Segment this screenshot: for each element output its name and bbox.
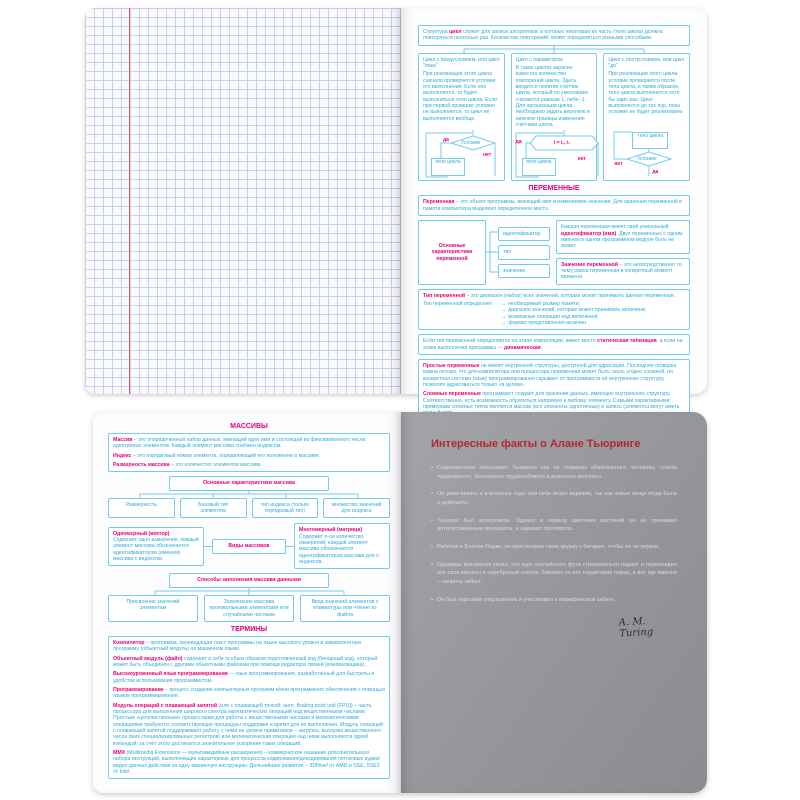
terms-header: ТЕРМИНЫ	[230, 625, 268, 633]
turing-facts-page	[401, 412, 707, 793]
loop-description: В таких циклах заранее известно количество повторений цикла. Здесь вводится понятие счётчик цикла, который по умолчанию считается равным 1, либо -1. Для организации цикла необходимо задать верхнюю и нижнюю границы изменения счётчика цикла.	[515, 65, 590, 129]
turing-signature: A. M. Turing	[618, 616, 654, 640]
connector-line	[286, 546, 294, 547]
loop-body-box: тело цикла	[632, 132, 668, 149]
yes-label: да	[515, 139, 522, 146]
typing-text: .	[540, 344, 543, 351]
characteristic-item: множество значений для индекса	[323, 498, 390, 519]
term: Многомерный (матрица)	[299, 527, 363, 534]
loop-title: Цикл с постусловием, или цикл "до"	[608, 56, 685, 70]
fact-text: Современники описывают Тьюринга как не слишком обаятельного человека, слегка чудаковатого, бесконечно трудолюбивого и довольно желчного.	[436, 465, 677, 480]
fact-text: Он был хорошим спортсменом и участвовал в марафонском забеге.	[436, 596, 616, 603]
term: Одномерный (вектор)	[113, 530, 170, 537]
condition-label: Условие	[637, 156, 657, 163]
term: Массив	[113, 437, 133, 443]
arrow-icon: →	[501, 307, 507, 314]
simple-variables-paragraph	[423, 363, 685, 388]
term-definition: — язык программирования, разработанный для быстроты и удобства использования программистом.	[113, 671, 375, 684]
bullet-text: возможные операции над величиной;	[508, 313, 599, 320]
terms-box	[108, 636, 390, 780]
intro-keyword: цикл	[449, 29, 462, 35]
connector-line	[204, 546, 212, 547]
while-loop-flowchart	[421, 130, 505, 178]
cycles-variables-page	[401, 8, 707, 411]
loop-body-box: тело цикла	[522, 158, 556, 176]
no-label: нет	[483, 152, 492, 159]
bullet-icon: •	[431, 517, 433, 524]
term-definition: Содержит одно измерение, каждый элемент массива обозначается идентификатором (именем) массива с индексом.	[113, 536, 199, 562]
turing-fact	[431, 490, 677, 507]
arrow-icon: →	[501, 300, 507, 307]
array-characteristics-diagram	[108, 476, 390, 518]
note-keyword: идентификатор (имя)	[561, 230, 617, 237]
term: Тип переменной	[423, 292, 466, 299]
bullet-icon: •	[431, 596, 433, 603]
variable-characteristics-diagram	[418, 220, 690, 284]
characteristic-notes	[556, 220, 690, 284]
turing-fact	[431, 561, 677, 587]
fan-connector	[108, 491, 390, 498]
typing-text: Если тип переменной определяется на этапе компиляции, имеет место	[423, 338, 598, 345]
characteristic-item: Размерность	[108, 498, 175, 519]
characteristic-item: Базовый тип элементов	[180, 498, 247, 519]
for-loop-column	[511, 53, 598, 182]
variables-header: ПЕРЕМЕННЫЕ	[528, 185, 580, 193]
variable-definition	[418, 195, 690, 216]
type-definition	[423, 293, 685, 299]
type-bullet-list	[501, 301, 685, 326]
condition-label: Условие	[461, 140, 481, 147]
term-paragraph	[113, 703, 385, 747]
term: Объектный модуль (файл)	[113, 655, 183, 662]
term: Размерность массива	[113, 462, 170, 469]
bullet-text: диапазон значений, которые может принимать величина;	[508, 307, 647, 314]
turing-fact	[431, 596, 677, 605]
fill-way-item: Присвоение значений элементам	[108, 595, 198, 622]
arrays-terms-page	[93, 412, 401, 793]
note-text-rest: . Двух переменных с одним именем в одном программном модуле быть не может.	[561, 230, 683, 250]
term-definition: не имеют внутренней структуры, доступной для адресации. Последняя оговорка важна потому, что для компилятора или процессора переменная может быть сколь угодно сложной, но конкретная система (язык) программирования скрывает от программиста её внутреннюю структуру, позволяя адресоваться только «в целом».	[423, 362, 677, 388]
term-paragraph	[113, 656, 385, 669]
characteristic-item: тип	[498, 245, 550, 259]
fill-way-items	[108, 595, 390, 622]
typing-text: , а если на этапе выполнения программы —	[423, 338, 683, 351]
term: Высокоуровневый язык программирования	[113, 671, 228, 678]
fan-connector	[108, 588, 390, 595]
fact-text: Он умел вязать и в военные годы сам себе вязал варежки, так как новые вещи тогда были в дефиците.	[436, 491, 677, 506]
loop-description: При реализации этого цикла сначала проверяется условие его выполнения. Если оно выполняется, то будет выполняться тело цикла. Если при первой проверке условия не выполняется, то цикл не выполняется вообще.	[423, 71, 498, 122]
term-definition: – процесс создания компьютерных программ и/или программного обеспечения с помощью языков программирования.	[113, 686, 386, 700]
fill-way-item: Заполнение массива произвольными элементами или случайными числами	[204, 595, 294, 622]
term: Сложные переменные	[423, 391, 481, 398]
yes-label: да	[443, 137, 449, 144]
term-definition: – это диапазон (набор) всех значений, которые может принимать данная переменная.	[465, 292, 676, 299]
bullet-item	[501, 320, 685, 326]
intro-text: Структура	[423, 29, 450, 35]
typing-box	[418, 334, 690, 355]
intro-text-rest: служит для записи алгоритмов, в которых некоторая их часть (тело цикла) должна повторяться несколько раз. Количество повторений, может определяться разными способами.	[423, 29, 663, 42]
multi-dimensional-box	[294, 523, 390, 569]
term-definition: Содержит n-ое количество измерений; каждый элемент массива обозначается идентификатором массива для n индексов.	[299, 533, 379, 566]
characteristic-items	[498, 227, 550, 278]
turing-fact	[431, 517, 677, 534]
turing-fact	[431, 543, 677, 552]
bullet-text: формат представления величин.	[508, 319, 588, 326]
term-definition: – это упорядоченный набор данных, имеющий одно имя и состоящий из фиксированного числа однотипных элементов. Каждый элемент массива снабжен индексом.	[113, 437, 366, 450]
note-text-rest: – это непосредственно то, чему равна переменная в конкретный момент времени.	[561, 261, 683, 281]
characteristic-item: значение	[498, 264, 550, 278]
characteristic-item: тип индекса (только порядковый тип)	[252, 498, 319, 519]
bracket-connector	[486, 225, 498, 279]
term: Компилятор	[113, 639, 145, 646]
grid-paper-page	[85, 8, 401, 394]
fill-ways-title: Способы заполнения массива данными	[169, 573, 329, 587]
until-loop-flowchart	[606, 130, 690, 178]
loop-types-row	[418, 53, 690, 182]
cycle-intro	[418, 25, 690, 46]
index-definition	[113, 453, 385, 459]
arrow-icon: →	[501, 313, 507, 320]
term-definition: – это объект программы, имеющий имя и изменяемое значение. Для хранения переменной в памяти компьютера выделено определенное место.	[423, 199, 682, 212]
note-keyword: Значение переменной	[561, 261, 619, 268]
term: Модуль операций с плавающей запятой	[113, 702, 218, 709]
term-paragraph	[113, 640, 385, 653]
loop-description: При реализации этого цикла условие проверяется после тела цикла, и таким образом, тело цикла выполняется хотя бы один раз. Цикл выполняется до тех пор, пока условие не будет реализовано	[608, 71, 683, 116]
term-definition: – это количество элементов массива.	[169, 462, 262, 469]
term-definition: – это порядковый номер элемента, определяющий его положение в массиве.	[131, 452, 321, 459]
turing-fact	[431, 464, 677, 481]
characteristics-main-box: Основные характеристики переменной	[418, 220, 486, 284]
identifier-note	[556, 220, 690, 253]
one-dimensional-box	[108, 527, 204, 567]
array-characteristics-title: Основные характеристики массива	[169, 476, 329, 490]
characteristic-item: идентификатор	[498, 227, 550, 241]
term: Индекс	[113, 452, 132, 459]
bullet-text: необходимый размер памяти;	[508, 300, 581, 307]
array-definitions-box	[108, 433, 390, 472]
fact-text: Однажды математик узнал, что курс английского фута стремительно падает и переплавил все свои монеты в серебряный слиток. Закопал он его территории парка, а вот где именно – напрочь забыл.	[436, 561, 677, 585]
split-connector	[418, 46, 690, 53]
arrow-icon: →	[501, 319, 507, 326]
array-kinds-diagram	[108, 523, 390, 569]
fill-way-item: Ввод значений элементов с клавиатуры или чтение из файла	[300, 595, 390, 622]
bullet-icon: •	[431, 491, 433, 498]
loop-title: Цикл с параметром	[515, 56, 563, 63]
dimension-definition	[113, 462, 385, 468]
term-paragraph	[113, 671, 385, 684]
fact-text: Работая в Блечли-Парке, он пристегивал свою кружку к батарее, чтобы ее не украли.	[436, 543, 660, 550]
yes-label: да	[652, 169, 659, 176]
counter-expression: i = i₁, i₂	[553, 140, 570, 147]
until-loop-column	[603, 53, 690, 182]
term-definition: (или с плавающей точкой; англ. floating point unit (FPU)) – часть процессора для выполнения широкого спектра математических операций над вещественными числами. Простым «целочисленным» процессорам для работы с вещественными числами и математическими операциями требуются соответствующие процедуры поддержки и время для их выполнения. Модуль операций с плавающей запятой поддерживает работу с ними на уровне примитивов – загрузка, выгрузка вещественного числа (в/из специализированных регистров) или математическая операция над ними выполняется одной командой, за счёт этого достигается значительное ускорение таких операций.	[113, 702, 383, 747]
array-characteristic-items	[108, 498, 390, 519]
arrays-header: МАССИВЫ	[230, 423, 268, 430]
for-loop-flowchart	[514, 130, 598, 178]
value-note	[556, 258, 690, 285]
loop-title: Цикл с предусловием, или цикл "пока"	[423, 56, 500, 70]
static-typing-keyword: статическая типизация	[597, 338, 657, 345]
bullet-icon: •	[431, 543, 433, 550]
bullet-icon: •	[431, 561, 433, 568]
note-text: Каждая переменная имеет свой уникальный	[561, 224, 669, 231]
array-kinds-title: Виды массивов	[212, 539, 286, 553]
term-definition: содержит в себе особым образом подготовленный код (бинарный код), который может быть объединён с другими объектными файлами при помощи редактора связей (компоновщика).	[113, 655, 378, 668]
term: Простые переменные	[423, 362, 480, 369]
turing-page-title: Интересные факты о Алане Тьюринге	[431, 438, 641, 450]
loop-body-box: тело цикла	[431, 158, 465, 176]
fact-text: Тьюринг был аллергиком. Однако в период цветения растений он не принимал антигистаминные препараты, а надевал противогаз.	[436, 517, 677, 533]
no-label: нет	[577, 156, 586, 163]
term-definition: – программа, переводящая текст программы на языке высокого уровня в эквивалентную программу (объектный модуль) на машинном языке.	[113, 639, 362, 653]
array-fill-diagram	[108, 573, 390, 621]
margin-line	[129, 8, 130, 394]
variable-type-box	[418, 289, 690, 331]
term-definition: программист создаёт для хранения данных, имеющих внутреннюю структуру. Соответственно, есть возможность обратиться напрямую к любому элементу. Самыми характерными примерами сложных типов являются массив (все элементы однотипные) и запись (элементы могут иметь	[423, 391, 680, 411]
dynamic-typing-keyword: динамическая	[503, 344, 541, 351]
bullet-icon: •	[431, 465, 433, 471]
term: Программирование	[113, 686, 164, 693]
while-loop-column	[418, 53, 505, 182]
term: Переменная	[423, 199, 455, 206]
term-paragraph	[113, 687, 385, 700]
term-paragraph	[113, 750, 385, 775]
type-determines-label: Тип переменной определяет:	[423, 300, 494, 307]
type-determines	[423, 301, 685, 326]
no-label: нет	[614, 161, 623, 168]
term-definition: (Multimedia Extensions — мультимедийные расширения) – коммерческое название дополнительного набора инструкций, выполняющих характерные для процессов кодирования/декодирования потоковых аудио/видео данных действия за одну машинную инструкцию. Дальнейшее развитие – 3DNow! от AMD и SSE, SSE2 от Intel.	[113, 750, 380, 776]
array-definition	[113, 437, 385, 450]
term: MMX	[113, 750, 126, 756]
